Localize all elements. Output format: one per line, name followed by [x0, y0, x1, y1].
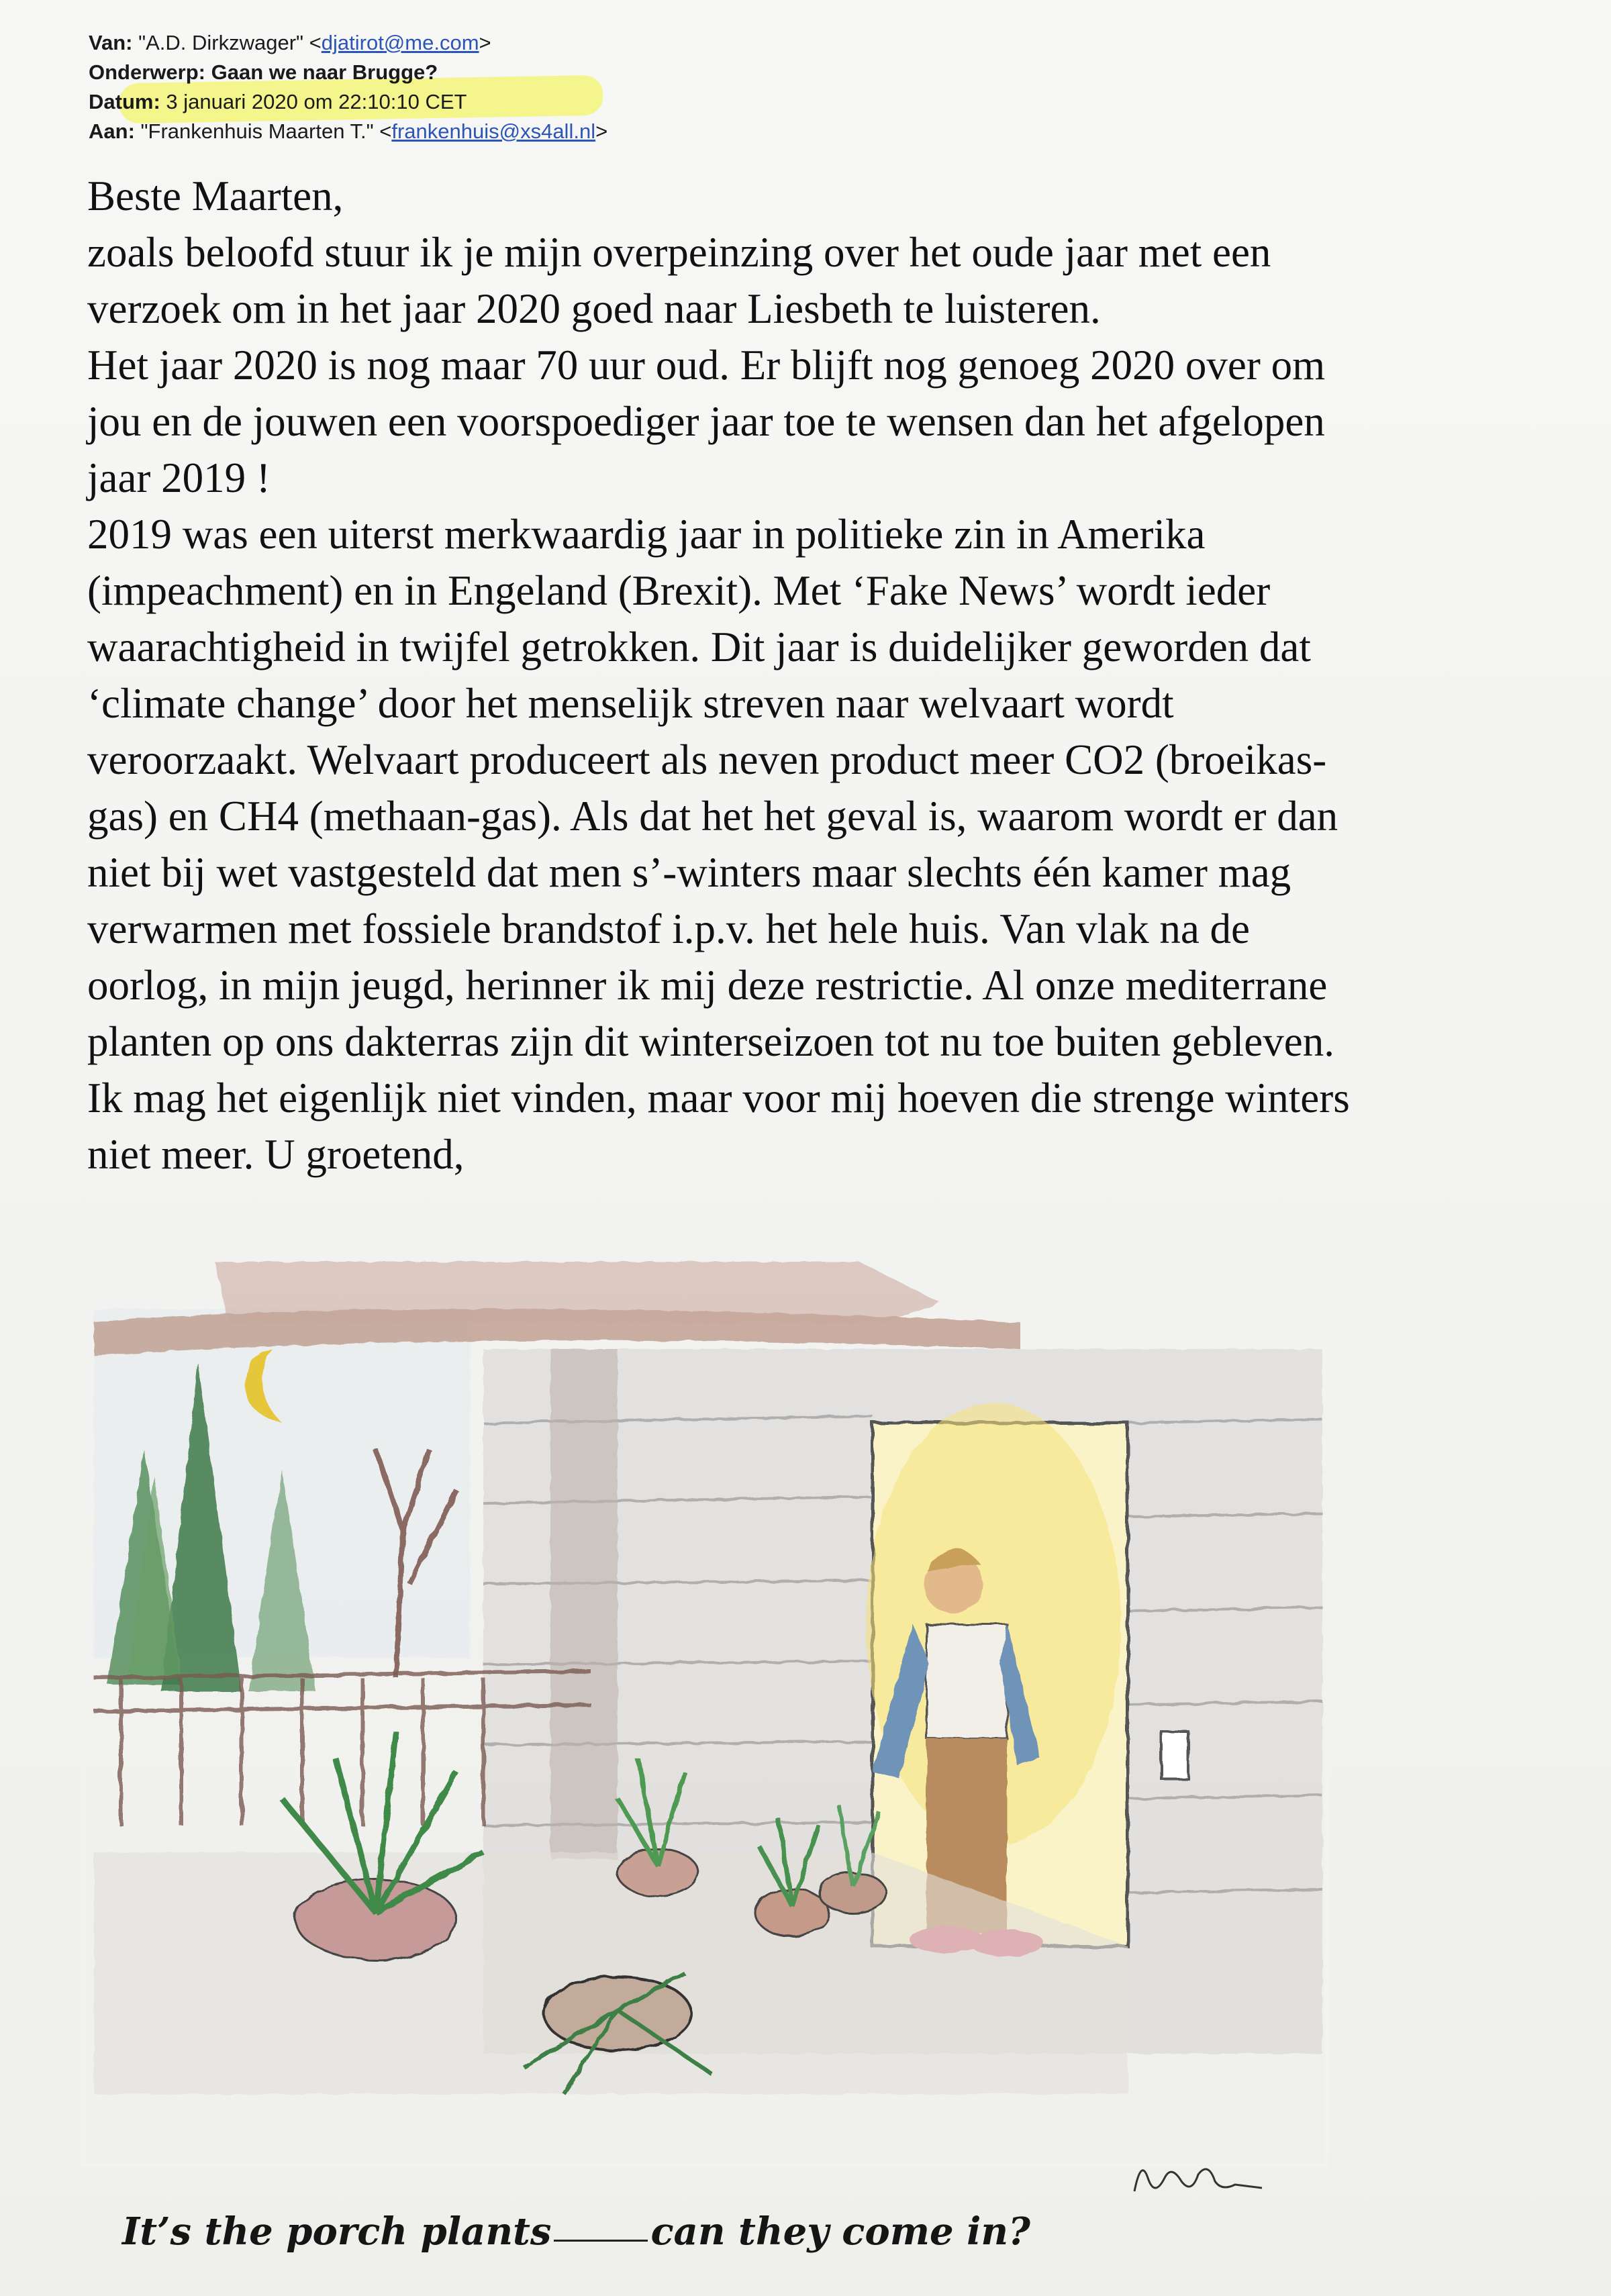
letter-line: jou en de jouwen een voorspoediger jaar toe te wensen dan het afgelopen: [87, 398, 1325, 445]
letter-body: [87, 168, 1530, 1183]
letter-line: verwarmen met fossiele brandstof i.p.v. het hele huis. Van vlak na de: [87, 905, 1251, 952]
to-end: >: [595, 119, 608, 143]
letter-line: zoals beloofd stuur ik je mijn overpeinzing over het oude jaar met een: [87, 229, 1271, 276]
to-line: [89, 117, 1028, 146]
from-line: [89, 28, 1028, 58]
from-email-link[interactable]: djatirot@me.com: [321, 31, 479, 54]
light-switch: [1161, 1732, 1188, 1779]
subject-label: Onderwerp:: [89, 60, 205, 84]
subject-text: Gaan we naar Brugge?: [211, 60, 438, 84]
from-label: Van:: [89, 31, 133, 54]
letter-line: niet bij wet vastgesteld dat men s’-winters maar slechts één kamer mag: [87, 849, 1291, 896]
date-text: 3 januari 2020 om 22:10:10 CET: [166, 90, 467, 113]
to-label: Aan:: [89, 119, 135, 143]
porch-cartoon-illustration: [81, 1248, 1329, 2168]
letter-line: Beste Maarten,: [87, 172, 344, 219]
subject-line: [89, 58, 1028, 87]
letter-line: jaar 2019 !: [87, 454, 271, 501]
email-header: [89, 28, 1028, 146]
date-line: [89, 87, 1028, 117]
letter-line: Ik mag het eigenlijk niet vinden, maar voor mij hoeven die strenge winters: [87, 1075, 1350, 1121]
artist-signature: [1128, 2151, 1269, 2205]
cartoon-caption: [122, 2209, 1030, 2254]
caption-part-1: It’s the porch plants: [122, 2209, 552, 2254]
caption-part-2: can they come in?: [650, 2209, 1030, 2254]
to-name: "Frankenhuis Maarten T." <: [140, 119, 392, 143]
letter-line: waarachtigheid in twijfel getrokken. Dit jaar is duidelijker geworden dat: [87, 623, 1311, 670]
letter-line: ‘climate change’ door het menselijk streven naar welvaart wordt: [87, 680, 1174, 727]
roof-overhang: [215, 1262, 940, 1322]
from-name: "A.D. Dirkzwager" <: [138, 31, 322, 54]
date-label: Datum:: [89, 90, 160, 113]
caption-blank-line: [554, 2240, 648, 2242]
letter-line: (impeachment) en in Engeland (Brexit). Met ‘Fake News’ wordt ieder: [87, 567, 1271, 614]
from-end: >: [479, 31, 491, 54]
to-email-link[interactable]: frankenhuis@xs4all.nl: [391, 119, 596, 143]
letter-line: Het jaar 2020 is nog maar 70 uur oud. Er blijft nog genoeg 2020 over om: [87, 342, 1326, 389]
letter-line: gas) en CH4 (methaan-gas). Als dat het het geval is, waarom wordt er dan: [87, 793, 1338, 840]
letter-line: planten op ons dakterras zijn dit winterseizoen tot nu toe buiten gebleven.: [87, 1018, 1334, 1065]
letter-line: niet meer. U groetend,: [87, 1131, 465, 1178]
letter-line: 2019 was een uiterst merkwaardig jaar in politieke zin in Amerika: [87, 511, 1206, 558]
letter-line: veroorzaakt. Welvaart produceert als neven product meer CO2 (broeikas-: [87, 736, 1327, 783]
porch-column: [550, 1349, 618, 1859]
letter-line: verzoek om in het jaar 2020 goed naar Liesbeth te luisteren.: [87, 285, 1101, 332]
letter-line: oorlog, in mijn jeugd, herinner ik mij deze restrictie. Al onze mediterrane: [87, 962, 1328, 1009]
